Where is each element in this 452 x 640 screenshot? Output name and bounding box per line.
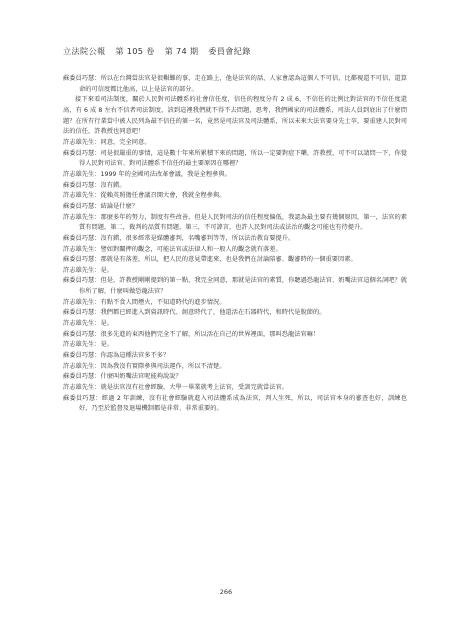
transcript-paragraph: 蘇委員巧慧：我們都已經進入到資訊時代、創意時代了，他還活在石器時代，和時代是脫節的。: [63, 309, 326, 317]
section-name: 委員會紀錄: [208, 46, 251, 56]
transcript-paragraph: 許志雄先生：就是法官沒有社會經驗，大學一畢業就考上法官，受訓完就當法官。: [63, 384, 288, 392]
transcript-paragraph: 蘇委員巧慧：很多先進的東西他們完全不了解，所以活在自己的世界裡面，那叫恐龍法官嘛！: [63, 330, 320, 338]
transcript-paragraph: 許志雄先生：是。: [63, 266, 113, 274]
transcript-paragraph: 許志雄先生：從賴英照擔任會議召開大會，我就全程參與。: [63, 192, 226, 200]
volume-number: 第 105 卷: [115, 46, 155, 56]
transcript-paragraph: 蘇委員巧慧：沒有錯，很多經常是媒體審判，名嘴審判等等，所以法治教育要提升。: [63, 234, 295, 242]
transcript-body: [63, 74, 407, 415]
transcript-paragraph: 蘇委員巧慧：沒有錯。: [63, 181, 126, 189]
transcript-paragraph: 接下來看司法制度，關於人民對司法體系的社會信任度，信任的程度分有 2 成 6，不信任的比例比對法官的不信任度還高，有 6 成 8 左右不信者司法制度，該到這裡我們就不得不去問題，思考，我們國家的司法體系，司法人員到底出了什麼問題？在所有行業當中被人民列為最不信任的第一名，竟然是司法官及司法體系，所以未來大法官要身先士卒，要重建人民對司法的信任，許教授也同意吧！: [63, 96, 407, 136]
transcript-paragraph: 蘇委員巧慧：什麼叫奶嘴法官呢能夠說說？: [63, 373, 182, 381]
transcript-paragraph: 許志雄先生：譬如對關押的觀念，可能法官或法律人和一般人的觀念就有落差。: [63, 245, 282, 253]
transcript-paragraph: 許志雄先生：有點不食人間煙火，不知道時代的進步情況。: [63, 298, 226, 306]
transcript-paragraph: 許志雄先生：1999 年的全國司法改革會議，我是全程參與。: [63, 170, 231, 178]
transcript-paragraph: 蘇委員巧慧：那就是有落差，所以，把人民的意見帶進來，也是我們在討論陪審、觀審時的一個重要因素。: [63, 256, 357, 264]
transcript-paragraph: 蘇委員巧慧：所以在台灣當法官是很艱難的事，走在路上，他是法官的話，人家會認為這個人不可信，比鄰視還不可信，還算命的可信度都比他高，以上是法官的部分。: [63, 75, 407, 93]
transcript-paragraph: 許志雄先生：是。: [63, 320, 113, 328]
transcript-paragraph: 蘇委員巧慧：經過 2 年訓練，沒有社會經驗就進入司法體系成為法官，判人生死，所以，司法官本身的審查也好，訓練也好，乃至於監督及退場機制都是非常、非常重要的。: [63, 394, 407, 413]
transcript-paragraph: 蘇委員巧慧：你認為這種法官多不多？: [63, 352, 170, 360]
transcript-paragraph: 蘇委員巧慧：結論是什麼？: [63, 202, 138, 210]
transcript-paragraph: 蘇委員巧慧：但是，許教授剛剛提到的第一點，我完全同意，那就是法官的素質，你聽過恐龍法官、奶嘴法官這個名詞吧？就你所了解，什麼叫做恐龍法官？: [63, 277, 407, 296]
transcript-paragraph: 許志雄先生：因為我沒有實際參與司法運作，所以不清楚。: [63, 362, 226, 370]
transcript-paragraph: 許志雄先生：同意，完全同意。: [63, 138, 151, 146]
transcript-paragraph: 許志雄先生：是。: [63, 341, 113, 349]
page-header: [63, 46, 251, 57]
page-number: 266: [219, 588, 233, 596]
issue-number: 第 74 期: [164, 46, 199, 56]
publication-name: 立法院公報: [63, 46, 106, 56]
transcript-paragraph: 蘇委員巧慧：司是很嚴重的事情，這是數十年來所累積下來的問題，所以一定要對症下藥，許教授，可不可以請問一下，你覺得人民對司法官、對司法體系不信任的最主要原因在哪裡？: [63, 149, 407, 168]
transcript-paragraph: 許志雄先生：那麼多年的努力，制度有些改善，但是人民對司法的信任程度偏低，我認為最主要有幾個原因，第一，法官的素質有問題，第二，裁判的品質有問題，第三，不可諱言，也許人民對司法或法治的觀念可能也有待提升。: [63, 213, 407, 232]
